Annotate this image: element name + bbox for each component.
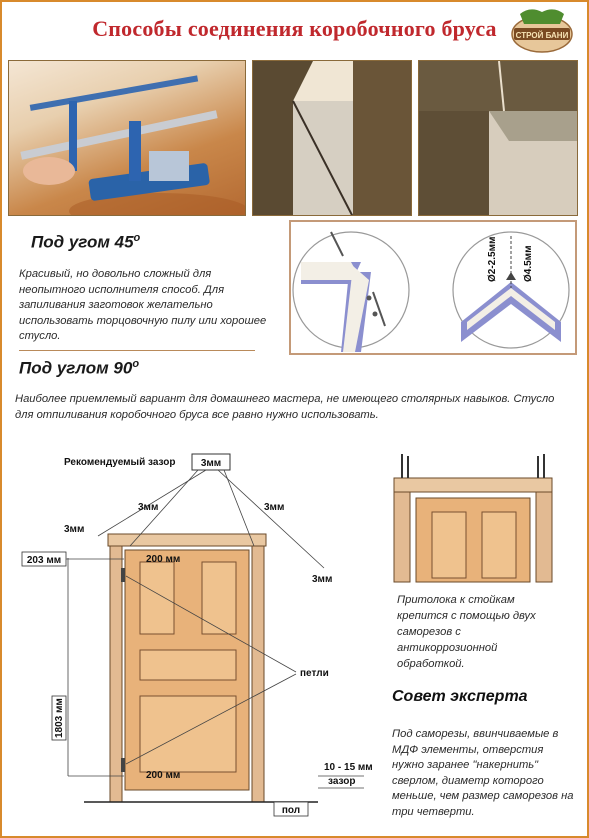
- label-gap-right: 3мм: [312, 574, 333, 585]
- label-gap-value: 3мм: [200, 458, 222, 469]
- text-lintel: Притолока к стойкам крепится с помощью двух саморезов с антикоррозионной обработкой.: [397, 594, 536, 670]
- label-recommended-gap: Рекомендуемый зазор: [64, 457, 176, 468]
- label-gap-top-left: 3мм: [138, 502, 159, 513]
- label-200-bottom: 200 мм: [146, 770, 181, 781]
- page-title: Способы соединения коробочного бруса: [92, 16, 497, 41]
- logo-text: СТРОЙ БАНИ: [515, 31, 569, 40]
- text-expert: Под саморезы, ввинчиваемые в МДФ элементы, отверстия нужно заранее "накернить" сверлом, диаметр которого меньше, чем размер саморезов на три четверти.: [392, 728, 574, 818]
- lintel-diagram: [388, 454, 558, 584]
- heading-expert: Совет эксперта: [392, 688, 528, 705]
- photo-90-joint: [418, 60, 578, 216]
- label-floor: пол: [281, 805, 301, 816]
- text-45: Красивый, но довольно сложный для неопытного исполнителя способ. Для запиливания заготовок желательно использовать торцовочную пилу или хорошее стусло.: [19, 268, 267, 342]
- label-bottom-gap-value: 10 - 15 мм: [324, 762, 373, 773]
- label-1803: 1803 мм: [54, 698, 65, 738]
- heading-45: Под угом $45^о$: [31, 232, 141, 252]
- text-90: Наиболее приемлемый вариант для домашнего мастера, не имеющего столярных навыков. Стусло для отпиливания коробочного бруса все равно нужно использовать.: [15, 393, 555, 421]
- label-203: 203 мм: [26, 555, 62, 566]
- label-bottom-gap: зазор: [328, 776, 356, 787]
- photo-miter-saw: [8, 60, 246, 216]
- label-hinges: петли: [300, 668, 329, 679]
- logo: [500, 4, 584, 56]
- label-d1: Ø2-2.5мм: [487, 236, 498, 282]
- heading-90: Под углом $90^о$: [19, 358, 140, 378]
- door-diagram: [18, 446, 388, 832]
- label-d2: Ø4.5мм: [523, 245, 534, 282]
- divider: [19, 350, 255, 351]
- label-gap-left: 3мм: [64, 524, 85, 535]
- label-gap-top-right: 3мм: [264, 502, 285, 513]
- label-200-top: 200 мм: [146, 554, 181, 565]
- joint-diagram: [289, 220, 577, 355]
- photo-45-joint: [252, 60, 412, 216]
